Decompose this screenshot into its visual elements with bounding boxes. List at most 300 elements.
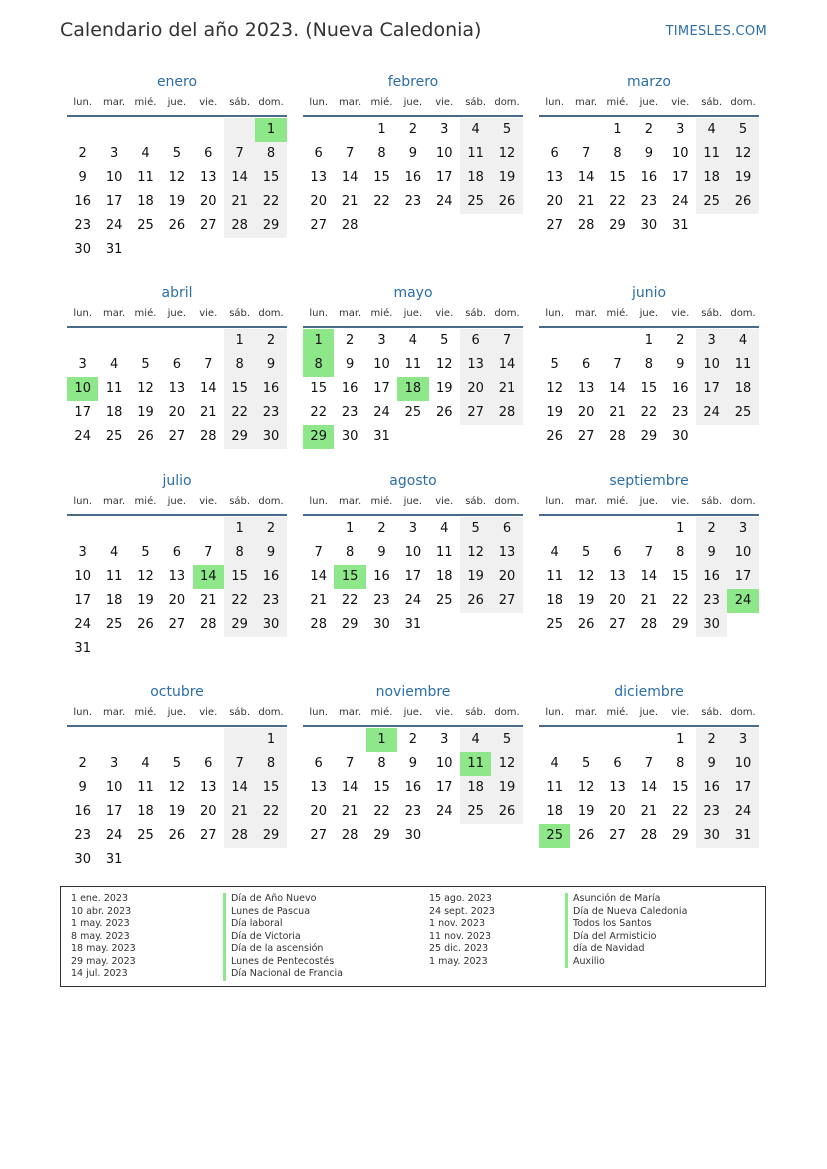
day-cell[interactable]: 13 [310, 780, 327, 795]
day-cell[interactable]: 12 [460, 541, 491, 565]
day-cell[interactable]: 27 [546, 218, 563, 233]
day-cell[interactable]: 14 [199, 381, 217, 396]
day-cell[interactable]: 31 [727, 824, 758, 848]
day-cell[interactable]: 25 [105, 429, 123, 444]
day-cell[interactable]: 14 [224, 166, 255, 190]
day-cell[interactable]: 20 [168, 405, 186, 420]
day-cell[interactable]: 2 [377, 521, 386, 536]
day-cell[interactable]: 20 [310, 194, 327, 209]
day-cell[interactable]: 19 [435, 381, 453, 396]
day-cell[interactable]: 2 [696, 728, 727, 752]
day-cell[interactable]: 15 [224, 377, 255, 401]
day-cell[interactable]: 6 [613, 756, 622, 771]
day-cell[interactable]: 2 [255, 329, 286, 353]
day-cell[interactable]: 1 [255, 728, 286, 752]
day-cell[interactable]: 3 [727, 728, 758, 752]
day-cell[interactable]: 10 [671, 146, 689, 161]
day-cell[interactable]: 19 [460, 565, 491, 589]
day-cell[interactable]: 20 [491, 565, 522, 589]
day-cell[interactable]: 8 [613, 146, 622, 161]
day-cell[interactable]: 9 [696, 752, 727, 776]
day-cell[interactable]: 5 [141, 545, 150, 560]
day-cell[interactable]: 17 [435, 780, 453, 795]
day-cell[interactable]: 24 [404, 593, 422, 608]
day-cell[interactable]: 17 [373, 381, 390, 396]
day-cell[interactable]: 19 [577, 593, 595, 608]
day-cell[interactable]: 2 [408, 122, 417, 137]
day-cell[interactable]: 27 [609, 828, 626, 843]
day-cell[interactable]: 13 [168, 381, 186, 396]
day-cell[interactable]: 13 [168, 569, 186, 584]
day-cell[interactable]: 16 [341, 381, 359, 396]
day-cell[interactable]: 4 [550, 545, 559, 560]
day-cell[interactable]: 30 [255, 425, 286, 449]
day-cell[interactable]: 18 [460, 776, 491, 800]
day-cell[interactable]: 19 [168, 804, 186, 819]
day-cell[interactable]: 28 [199, 429, 217, 444]
day-cell[interactable]: 11 [546, 780, 563, 795]
day-cell[interactable]: 25 [546, 617, 563, 632]
day-cell[interactable]: 29 [373, 828, 390, 843]
day-cell[interactable]: 19 [168, 194, 186, 209]
day-cell[interactable]: 28 [577, 218, 595, 233]
day-cell[interactable]: 24 [74, 429, 91, 444]
holiday-day-cell[interactable]: 1 [303, 329, 334, 353]
day-cell[interactable]: 24 [671, 194, 689, 209]
day-cell[interactable]: 10 [727, 541, 758, 565]
day-cell[interactable]: 26 [491, 800, 522, 824]
day-cell[interactable]: 18 [546, 804, 563, 819]
day-cell[interactable]: 25 [137, 828, 154, 843]
holiday-day-cell[interactable]: 8 [303, 353, 334, 377]
day-cell[interactable]: 22 [609, 194, 626, 209]
day-cell[interactable]: 13 [491, 541, 522, 565]
day-cell[interactable]: 28 [640, 617, 658, 632]
day-cell[interactable]: 10 [696, 353, 727, 377]
day-cell[interactable]: 22 [224, 589, 255, 613]
day-cell[interactable]: 14 [491, 353, 522, 377]
day-cell[interactable]: 24 [105, 218, 123, 233]
day-cell[interactable]: 3 [696, 329, 727, 353]
day-cell[interactable]: 16 [696, 565, 727, 589]
day-cell[interactable]: 29 [255, 214, 286, 238]
day-cell[interactable]: 13 [609, 780, 626, 795]
day-cell[interactable]: 13 [460, 353, 491, 377]
day-cell[interactable]: 25 [137, 218, 154, 233]
day-cell[interactable]: 30 [404, 828, 422, 843]
day-cell[interactable]: 6 [550, 146, 559, 161]
day-cell[interactable]: 29 [341, 617, 359, 632]
day-cell[interactable]: 15 [640, 381, 658, 396]
day-cell[interactable]: 1 [613, 122, 622, 137]
day-cell[interactable]: 23 [255, 589, 286, 613]
day-cell[interactable]: 9 [345, 357, 355, 372]
day-cell[interactable]: 5 [491, 118, 522, 142]
day-cell[interactable]: 11 [696, 142, 727, 166]
day-cell[interactable]: 26 [577, 617, 595, 632]
day-cell[interactable]: 9 [408, 756, 417, 771]
day-cell[interactable]: 18 [105, 405, 123, 420]
day-cell[interactable]: 21 [341, 804, 359, 819]
day-cell[interactable]: 22 [373, 194, 390, 209]
day-cell[interactable]: 26 [460, 589, 491, 613]
day-cell[interactable]: 13 [199, 780, 217, 795]
day-cell[interactable]: 25 [460, 800, 491, 824]
day-cell[interactable]: 19 [546, 405, 563, 420]
day-cell[interactable]: 28 [310, 617, 327, 632]
day-cell[interactable]: 2 [345, 333, 355, 348]
day-cell[interactable]: 8 [224, 541, 255, 565]
day-cell[interactable]: 10 [105, 780, 123, 795]
day-cell[interactable]: 19 [137, 593, 154, 608]
day-cell[interactable]: 3 [440, 122, 449, 137]
day-cell[interactable]: 4 [440, 521, 449, 536]
day-cell[interactable]: 8 [377, 756, 386, 771]
day-cell[interactable]: 23 [404, 804, 422, 819]
day-cell[interactable]: 17 [727, 776, 758, 800]
day-cell[interactable]: 27 [460, 401, 491, 425]
day-cell[interactable]: 14 [310, 569, 327, 584]
day-cell[interactable]: 2 [676, 333, 685, 348]
day-cell[interactable]: 28 [341, 218, 359, 233]
day-cell[interactable]: 25 [435, 593, 453, 608]
day-cell[interactable]: 20 [168, 593, 186, 608]
day-cell[interactable]: 30 [696, 613, 727, 637]
day-cell[interactable]: 12 [546, 381, 563, 396]
day-cell[interactable]: 11 [137, 170, 154, 185]
day-cell[interactable]: 22 [373, 804, 390, 819]
day-cell[interactable]: 5 [141, 357, 150, 372]
day-cell[interactable]: 1 [644, 333, 653, 348]
day-cell[interactable]: 8 [676, 545, 685, 560]
day-cell[interactable]: 7 [345, 756, 355, 771]
day-cell[interactable]: 9 [377, 545, 386, 560]
day-cell[interactable]: 20 [460, 377, 491, 401]
day-cell[interactable]: 16 [640, 170, 658, 185]
day-cell[interactable]: 5 [440, 333, 449, 348]
day-cell[interactable]: 15 [224, 565, 255, 589]
day-cell[interactable]: 11 [404, 357, 422, 372]
day-cell[interactable]: 4 [109, 545, 119, 560]
day-cell[interactable]: 16 [255, 377, 286, 401]
day-cell[interactable]: 27 [577, 429, 595, 444]
day-cell[interactable]: 1 [224, 329, 255, 353]
day-cell[interactable]: 2 [78, 756, 87, 771]
day-cell[interactable]: 16 [373, 569, 390, 584]
day-cell[interactable]: 26 [137, 617, 154, 632]
day-cell[interactable]: 9 [676, 357, 685, 372]
day-cell[interactable]: 19 [577, 804, 595, 819]
day-cell[interactable]: 6 [491, 517, 522, 541]
day-cell[interactable]: 20 [199, 804, 217, 819]
day-cell[interactable]: 10 [727, 752, 758, 776]
day-cell[interactable]: 30 [671, 429, 689, 444]
day-cell[interactable]: 13 [199, 170, 217, 185]
holiday-day-cell[interactable]: 15 [334, 565, 365, 589]
day-cell[interactable]: 23 [74, 218, 91, 233]
day-cell[interactable]: 7 [224, 752, 255, 776]
day-cell[interactable]: 29 [671, 828, 689, 843]
day-cell[interactable]: 5 [172, 146, 181, 161]
day-cell[interactable]: 20 [199, 194, 217, 209]
brand-logo-text[interactable]: TIMESLES.COM [665, 24, 767, 39]
day-cell[interactable]: 12 [577, 569, 595, 584]
day-cell[interactable]: 7 [613, 357, 622, 372]
day-cell[interactable]: 26 [168, 828, 186, 843]
day-cell[interactable]: 24 [435, 804, 453, 819]
day-cell[interactable]: 30 [74, 852, 91, 867]
day-cell[interactable]: 23 [404, 194, 422, 209]
day-cell[interactable]: 3 [377, 333, 386, 348]
day-cell[interactable]: 19 [727, 166, 758, 190]
day-cell[interactable]: 27 [199, 828, 217, 843]
day-cell[interactable]: 4 [460, 118, 491, 142]
day-cell[interactable]: 21 [491, 377, 522, 401]
day-cell[interactable]: 13 [577, 381, 595, 396]
day-cell[interactable]: 27 [310, 828, 327, 843]
day-cell[interactable]: 27 [491, 589, 522, 613]
day-cell[interactable]: 30 [640, 218, 658, 233]
day-cell[interactable]: 18 [696, 166, 727, 190]
day-cell[interactable]: 7 [581, 146, 591, 161]
day-cell[interactable]: 4 [727, 329, 758, 353]
day-cell[interactable]: 22 [341, 593, 359, 608]
day-cell[interactable]: 16 [404, 780, 422, 795]
day-cell[interactable]: 18 [105, 593, 123, 608]
day-cell[interactable]: 26 [168, 218, 186, 233]
day-cell[interactable]: 29 [640, 429, 658, 444]
day-cell[interactable]: 7 [204, 545, 213, 560]
day-cell[interactable]: 8 [676, 756, 685, 771]
day-cell[interactable]: 3 [109, 756, 119, 771]
day-cell[interactable]: 9 [644, 146, 653, 161]
day-cell[interactable]: 19 [137, 405, 154, 420]
day-cell[interactable]: 6 [172, 357, 181, 372]
day-cell[interactable]: 3 [676, 122, 685, 137]
day-cell[interactable]: 14 [640, 780, 658, 795]
day-cell[interactable]: 17 [105, 804, 123, 819]
day-cell[interactable]: 10 [404, 545, 422, 560]
day-cell[interactable]: 21 [609, 405, 626, 420]
day-cell[interactable]: 26 [491, 190, 522, 214]
day-cell[interactable]: 24 [105, 828, 123, 843]
day-cell[interactable]: 6 [460, 329, 491, 353]
day-cell[interactable]: 11 [137, 780, 154, 795]
day-cell[interactable]: 22 [640, 405, 658, 420]
day-cell[interactable]: 5 [172, 756, 181, 771]
day-cell[interactable]: 16 [696, 776, 727, 800]
day-cell[interactable]: 12 [137, 569, 154, 584]
day-cell[interactable]: 12 [168, 780, 186, 795]
day-cell[interactable]: 30 [696, 824, 727, 848]
day-cell[interactable]: 17 [74, 593, 91, 608]
day-cell[interactable]: 23 [696, 589, 727, 613]
day-cell[interactable]: 3 [109, 146, 119, 161]
day-cell[interactable]: 19 [491, 166, 522, 190]
day-cell[interactable]: 4 [408, 333, 417, 348]
day-cell[interactable]: 5 [460, 517, 491, 541]
day-cell[interactable]: 3 [78, 545, 87, 560]
day-cell[interactable]: 14 [640, 569, 658, 584]
day-cell[interactable]: 29 [224, 425, 255, 449]
day-cell[interactable]: 15 [255, 776, 286, 800]
day-cell[interactable]: 28 [224, 214, 255, 238]
day-cell[interactable]: 5 [581, 756, 591, 771]
day-cell[interactable]: 18 [435, 569, 453, 584]
day-cell[interactable]: 26 [546, 429, 563, 444]
day-cell[interactable]: 6 [172, 545, 181, 560]
holiday-day-cell[interactable]: 1 [255, 118, 286, 142]
day-cell[interactable]: 17 [74, 405, 91, 420]
day-cell[interactable]: 16 [671, 381, 689, 396]
day-cell[interactable]: 1 [377, 122, 386, 137]
day-cell[interactable]: 14 [341, 780, 359, 795]
day-cell[interactable]: 22 [671, 593, 689, 608]
day-cell[interactable]: 17 [435, 170, 453, 185]
day-cell[interactable]: 22 [255, 800, 286, 824]
holiday-day-cell[interactable]: 10 [67, 377, 98, 401]
day-cell[interactable]: 9 [78, 780, 87, 795]
day-cell[interactable]: 9 [78, 170, 87, 185]
day-cell[interactable]: 29 [255, 824, 286, 848]
day-cell[interactable]: 8 [255, 142, 286, 166]
day-cell[interactable]: 7 [204, 357, 213, 372]
day-cell[interactable]: 23 [74, 828, 91, 843]
day-cell[interactable]: 20 [577, 405, 595, 420]
day-cell[interactable]: 5 [581, 545, 591, 560]
day-cell[interactable]: 12 [727, 142, 758, 166]
day-cell[interactable]: 13 [546, 170, 563, 185]
day-cell[interactable]: 31 [671, 218, 689, 233]
day-cell[interactable]: 1 [224, 517, 255, 541]
day-cell[interactable]: 18 [546, 593, 563, 608]
day-cell[interactable]: 11 [460, 142, 491, 166]
day-cell[interactable]: 14 [341, 170, 359, 185]
day-cell[interactable]: 22 [224, 401, 255, 425]
day-cell[interactable]: 28 [341, 828, 359, 843]
day-cell[interactable]: 15 [255, 166, 286, 190]
day-cell[interactable]: 31 [105, 852, 123, 867]
day-cell[interactable]: 15 [671, 780, 689, 795]
day-cell[interactable]: 24 [373, 405, 390, 420]
day-cell[interactable]: 10 [435, 146, 453, 161]
day-cell[interactable]: 23 [373, 593, 390, 608]
day-cell[interactable]: 15 [373, 170, 390, 185]
day-cell[interactable]: 12 [168, 170, 186, 185]
day-cell[interactable]: 22 [255, 190, 286, 214]
day-cell[interactable]: 11 [105, 381, 123, 396]
day-cell[interactable]: 11 [546, 569, 563, 584]
day-cell[interactable]: 20 [546, 194, 563, 209]
day-cell[interactable]: 17 [671, 170, 689, 185]
day-cell[interactable]: 20 [609, 804, 626, 819]
day-cell[interactable]: 24 [696, 401, 727, 425]
day-cell[interactable]: 27 [168, 429, 186, 444]
day-cell[interactable]: 5 [491, 728, 522, 752]
day-cell[interactable]: 6 [581, 357, 591, 372]
day-cell[interactable]: 22 [310, 405, 327, 420]
day-cell[interactable]: 22 [671, 804, 689, 819]
day-cell[interactable]: 6 [613, 545, 622, 560]
day-cell[interactable]: 25 [727, 401, 758, 425]
day-cell[interactable]: 23 [255, 401, 286, 425]
day-cell[interactable]: 6 [204, 146, 213, 161]
day-cell[interactable]: 2 [696, 517, 727, 541]
day-cell[interactable]: 24 [435, 194, 453, 209]
holiday-day-cell[interactable]: 14 [193, 565, 224, 589]
holiday-day-cell[interactable]: 11 [460, 752, 491, 776]
day-cell[interactable]: 24 [727, 800, 758, 824]
day-cell[interactable]: 21 [224, 800, 255, 824]
day-cell[interactable]: 9 [696, 541, 727, 565]
day-cell[interactable]: 30 [255, 613, 286, 637]
day-cell[interactable]: 8 [377, 146, 386, 161]
day-cell[interactable]: 29 [609, 218, 626, 233]
day-cell[interactable]: 16 [74, 804, 91, 819]
day-cell[interactable]: 7 [644, 545, 653, 560]
day-cell[interactable]: 21 [577, 194, 595, 209]
day-cell[interactable]: 25 [696, 190, 727, 214]
day-cell[interactable]: 26 [727, 190, 758, 214]
day-cell[interactable]: 2 [408, 732, 417, 747]
day-cell[interactable]: 5 [727, 118, 758, 142]
day-cell[interactable]: 17 [404, 569, 422, 584]
day-cell[interactable]: 7 [491, 329, 522, 353]
day-cell[interactable]: 18 [137, 804, 154, 819]
day-cell[interactable]: 3 [727, 517, 758, 541]
day-cell[interactable]: 10 [435, 756, 453, 771]
day-cell[interactable]: 26 [137, 429, 154, 444]
day-cell[interactable]: 9 [408, 146, 417, 161]
day-cell[interactable]: 18 [137, 194, 154, 209]
day-cell[interactable]: 6 [314, 146, 323, 161]
holiday-day-cell[interactable]: 18 [397, 377, 428, 401]
day-cell[interactable]: 19 [491, 776, 522, 800]
day-cell[interactable]: 20 [310, 804, 327, 819]
day-cell[interactable]: 8 [255, 752, 286, 776]
day-cell[interactable]: 10 [74, 569, 91, 584]
day-cell[interactable]: 21 [640, 593, 658, 608]
day-cell[interactable]: 12 [435, 357, 453, 372]
day-cell[interactable]: 31 [105, 242, 123, 257]
day-cell[interactable]: 4 [141, 756, 150, 771]
day-cell[interactable]: 11 [727, 353, 758, 377]
day-cell[interactable]: 11 [435, 545, 453, 560]
day-cell[interactable]: 21 [640, 804, 658, 819]
day-cell[interactable]: 8 [644, 357, 653, 372]
day-cell[interactable]: 16 [255, 565, 286, 589]
day-cell[interactable]: 7 [345, 146, 355, 161]
day-cell[interactable]: 13 [609, 569, 626, 584]
day-cell[interactable]: 28 [199, 617, 217, 632]
day-cell[interactable]: 10 [373, 357, 390, 372]
day-cell[interactable]: 15 [671, 569, 689, 584]
day-cell[interactable]: 30 [74, 242, 91, 257]
holiday-day-cell[interactable]: 29 [303, 425, 334, 449]
day-cell[interactable]: 17 [727, 565, 758, 589]
day-cell[interactable]: 11 [105, 569, 123, 584]
day-cell[interactable]: 25 [105, 617, 123, 632]
day-cell[interactable]: 2 [78, 146, 87, 161]
day-cell[interactable]: 30 [373, 617, 390, 632]
day-cell[interactable]: 4 [696, 118, 727, 142]
day-cell[interactable]: 23 [696, 800, 727, 824]
day-cell[interactable]: 13 [310, 170, 327, 185]
day-cell[interactable]: 18 [460, 166, 491, 190]
day-cell[interactable]: 31 [373, 429, 390, 444]
day-cell[interactable]: 21 [199, 593, 217, 608]
day-cell[interactable]: 12 [491, 142, 522, 166]
